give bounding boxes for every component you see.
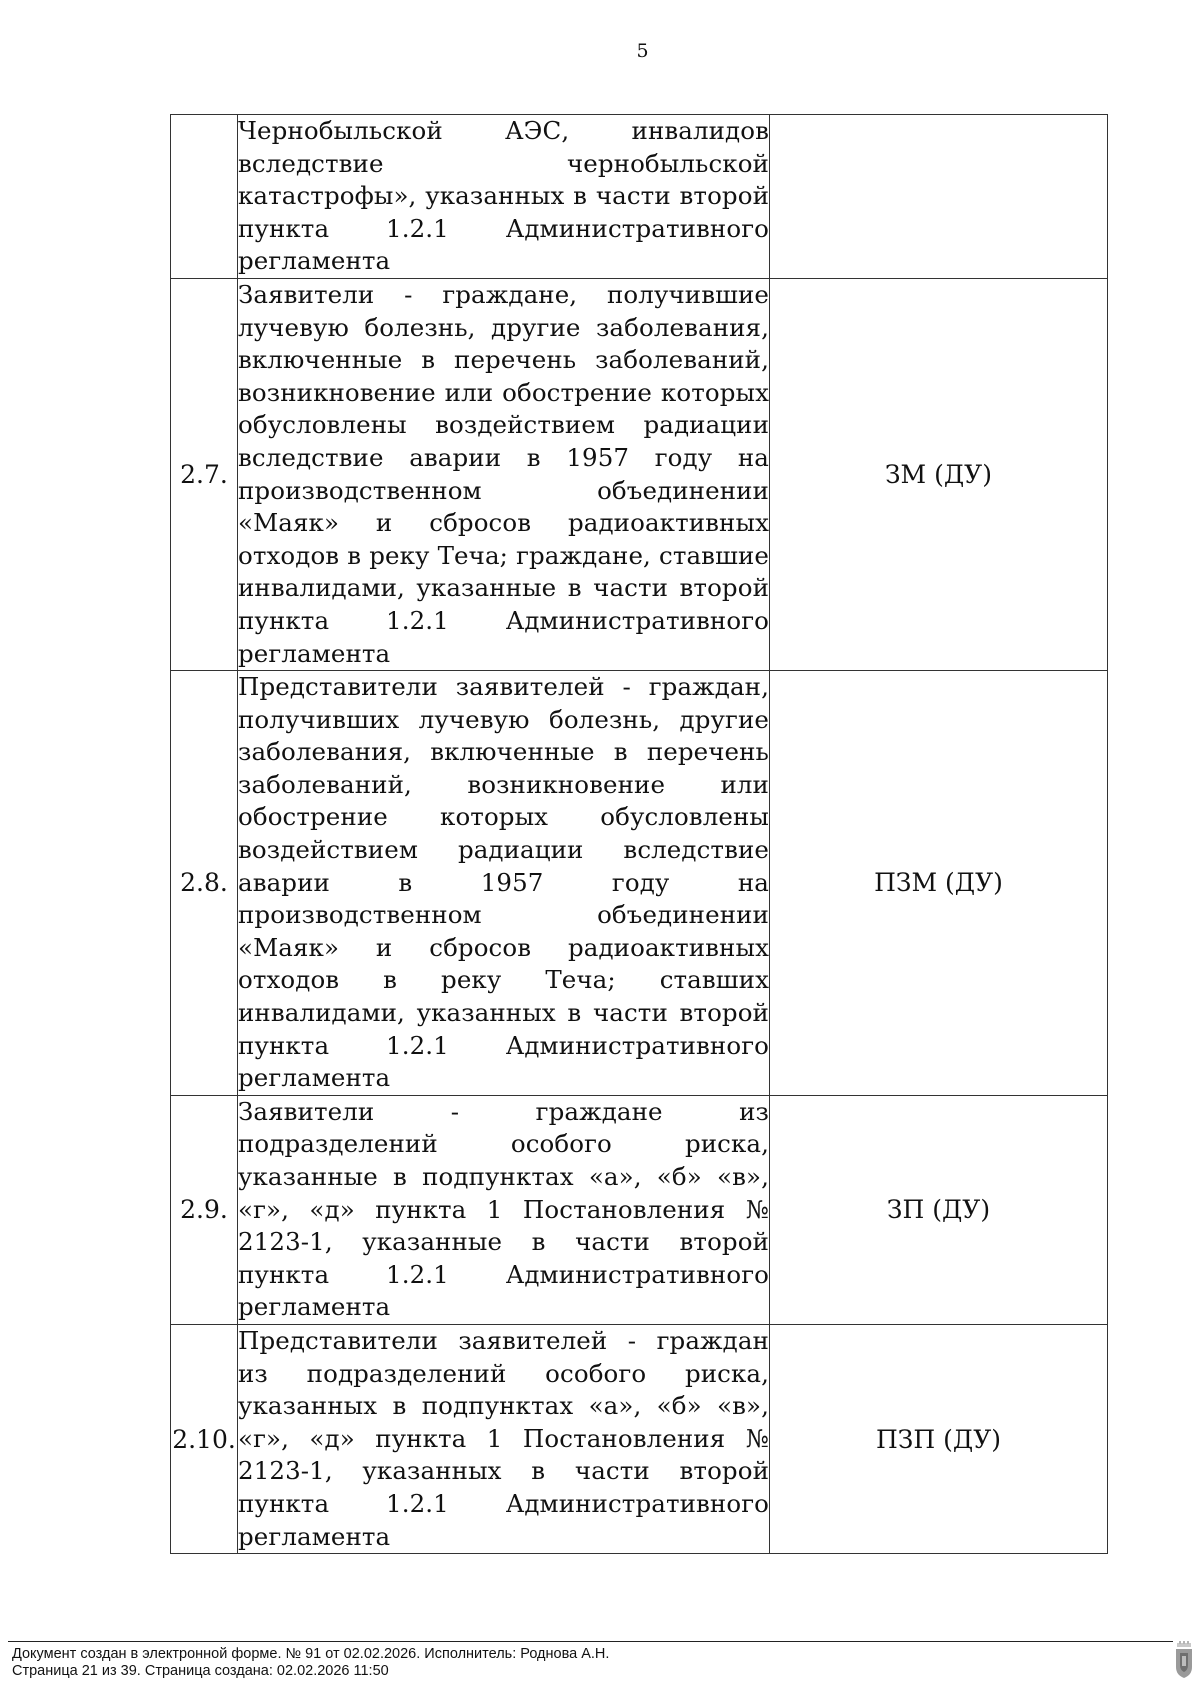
table-row [171,278,1108,670]
row-code: ЗМ (ДУ) [770,278,1108,670]
row-description: Заявители - граждане из подразделений особого риска, указанные в подпунктах «а», «б» «в», «г», «д» пункта 1 Постановления № 2123-1, указанные в части второй пункта 1.2.1 Административного регламента [238,1095,770,1324]
regulation-table [170,114,1108,1554]
row-number: 2.7. [171,278,238,670]
table-row [171,1095,1108,1324]
row-description: Чернобыльской АЭС, инвалидов вследствие чернобыльской катастрофы», указанных в части второй пункта 1.2.1 Административного регламента [238,115,770,279]
row-number: 2.8. [171,671,238,1096]
row-number [171,115,238,279]
row-code [770,115,1108,279]
coat-of-arms-icon [1174,1641,1194,1679]
footer-divider [8,1641,1173,1642]
row-description: Заявители - граждане, получившие лучевую болезнь, другие заболевания, включенные в перечень заболеваний, возникновение или обострение которых обусловлены воздействием радиации вследствие аварии в 1957 году на производственном объединении «Маяк» и сбросов радиоактивных отходов в реку Теча; граждане, ставшие инвалидами, указанные в части второй пункта 1.2.1 Административного регламента [238,278,770,670]
table-row [171,115,1108,279]
document-footer [12,1646,609,1680]
row-description: Представители заявителей - граждан из подразделений особого риска, указанных в подпунктах «а», «б» «в», «г», «д» пункта 1 Постановления № 2123-1, указанных в части второй пункта 1.2.1 Административного регламента [238,1324,770,1553]
table-row [171,1324,1108,1553]
page-number: 5 [636,40,649,62]
row-number: 2.9. [171,1095,238,1324]
footer-line-2: Страница 21 из 39. Страница создана: 02.02.2026 11:50 [12,1663,389,1679]
table-row [171,671,1108,1096]
row-code: ЗП (ДУ) [770,1095,1108,1324]
row-code: ПЗП (ДУ) [770,1324,1108,1553]
row-number: 2.10. [171,1324,238,1553]
row-code: ПЗМ (ДУ) [770,671,1108,1096]
footer-line-1: Документ создан в электронной форме. № 91 от 02.02.2026. Исполнитель: Роднова А.Н. [12,1646,610,1662]
row-description: Представители заявителей - граждан, получивших лучевую болезнь, другие заболевания, включенные в перечень заболеваний, возникновение или обострение которых обусловлены воздействием радиации вследствие аварии в 1957 году на производственном объединении «Маяк» и сбросов радиоактивных отходов в реку Теча; ставших инвалидами, указанных в части второй пункта 1.2.1 Административного регламента [238,671,770,1096]
